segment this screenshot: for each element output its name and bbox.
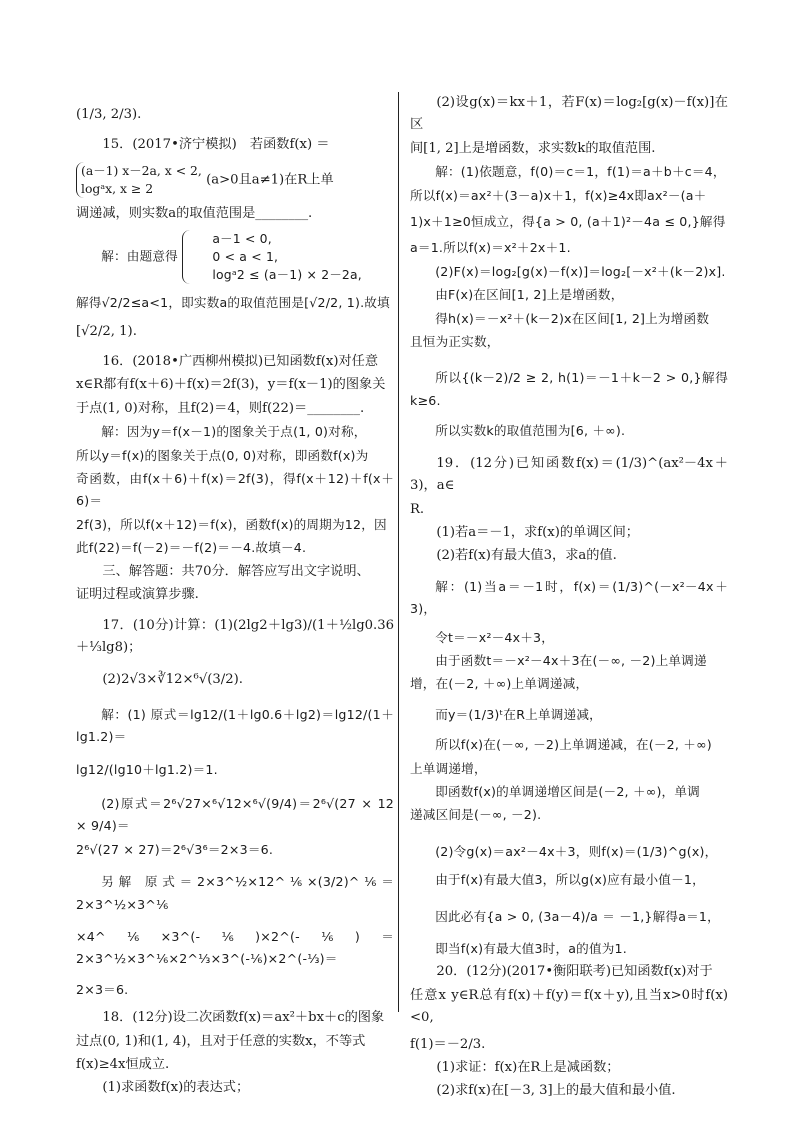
question-18: 18．(12分)设二次函数f(x)＝ax²＋bx＋c的图象 — [102, 1010, 385, 1026]
question-19: 19．(12分)已知函数f(x)＝(1/3)^(ax²－4x＋3)，a∈ — [410, 455, 728, 494]
right-column: (2)设g(x)＝kx＋1，若F(x)＝log₂[g(x)－f(x)]在区 间[1, 2]上是增函数，求实数k的取值范围. 解：(1)依题意，f(0)＝c＝1，f(1)＝a＋b＋c＝4， 所以f(x)＝ax²＋(3－a)x＋1，f(x)≥4x即ax²－(a＋ 1)x＋1≥0恒成立，得{a > 0, (a＋1)²－4a ≤ 0,}解得 a＝1.所以f(x)＝x²＋2x＋1. (2)F(x)＝log₂[g(x)－f(x)]＝log₂[－x²＋(k－2)x]. 由F(x)在区间[1, 2]上是增函数， 得h(x)＝－x²＋(k－2)x在区间[1, 2]上为增函数 且恒为正实数， 所以{(k－2)/2 ≥ 2, h(1)＝－1＋k－2 > 0,}解得k≥6. 所以实数k的取值范围为[6, ＋∞). 19．(12分)已知函数f(x)＝(1/3)^(ax²－4x＋3)，a∈ R. (1)若a＝－1，求f(x)的单调区间； (2)若f(x)有最大值3，求a的值. 解：(1)当a＝－1时，f(x)＝(1/3)^(－x²－4x＋3)， 令t＝－x²－4x＋3， 由于函数t＝－x²－4x＋3在(－∞, －2)上单调递 增，在(－2, ＋∞)上单调递减， 而y＝(1/3)ᵗ在R上单调递减， 所以f(x)在(－∞, －2)上单调递减，在(－2, ＋∞) 上单调递增， 即函数f(x)的单调递增区间是(－2, ＋∞)，单调 递减区间是(－∞, －2). (2)令g(x)＝ax²－4x＋3，则f(x)＝(1/3)^g(x)， 由于f(x)有最大值3，所以g(x)应有最小值－1， 因此必有{a > 0, (3a－4)/a ＝ －1,}解得a＝1， 即当f(x)有最大值3时，a的值为1. 20．(12分)(2017•衡阳联考)已知函数f(x)对于 任意x y∈R总有f(x)＋f(y)＝f(x＋y),且当x>0时f(x)<0, f(1)＝－2/3. (1)求证：f(x)在R上是减函数； (2)求f(x)在[－3, 3]上的最大值和最小值. — [410, 92, 728, 1104]
solution-18: 解：(1)依题意，f(0)＝c＝1，f(1)＝a＋b＋c＝4， — [435, 164, 726, 180]
solution-15-system: 解：由题意得 a－1 < 0, 0 < a < 1, logᵃ2 ≤ (a－1) × 2－2a, — [101, 231, 362, 283]
piecewise-cases: (a－1) x－2a, x < 2, logᵃx, x ≥ 2 — [76, 162, 202, 198]
question-15: 15．(2017•济宁模拟) 若函数f(x) ＝ — [102, 137, 330, 153]
solution-19: 解：(1)当a＝－1时，f(x)＝(1/3)^(－x²－4x＋3)， — [410, 578, 728, 617]
column-divider — [398, 92, 399, 1012]
alternative-solution: 另解 原式＝2×3^½×12^⅙×(3/2)^⅙＝2×3^½×3^⅙ — [76, 874, 394, 912]
question-15-blank: 调递减，则实数a的取值范围是________. — [76, 205, 313, 221]
solution-15-result: 解得√2/2≤a<1，即实数a的取值范围是[√2/2, 1).故填 — [76, 295, 390, 311]
piecewise-function: (a－1) x－2a, x < 2, logᵃx, x ≥ 2 (a>0且a≠1)在R上单 — [76, 160, 394, 200]
left-column: (1/3, 2/3). 15．(2017•济宁模拟) 若函数f(x) ＝ (a－1) x－2a, x < 2, logᵃx, x ≥ 2 (a>0且a≠1)在R上单 调递减，则实数a的取值范围是________. 解：由题意得 a－1 < 0, 0 < a < 1, logᵃ2 ≤ (a－1) × 2－2a, 解得√2/2≤a<1，即实数a的取值范围是[√2/2, 1).故填 [√2/2, 1). 16．(2018•广西柳州模拟)已知函数f(x)对任意 x∈R都有f(x＋6)＋f(x)＝2f(3)，y＝f(x－1)的图象关 于点(1, 0)对称，且f(2)＝4，则f(22)＝________. 解：因为y＝f(x－1)的图象关于点(1, 0)对称， 所以y＝f(x)的图象关于点(0, 0)对称，即函数f(x)为 奇函数，由f(x＋6)＋f(x)＝2f(3)，得f(x＋12)＋f(x＋6)＝ 2f(3)，所以f(x＋12)＝f(x)，函数f(x)的周期为12，因 此f(22)＝f(－2)＝－f(2)＝－4.故填－4. 三、解答题：共70分．解答应写出文字说明、 证明过程或演算步骤. 17．(10分)计算：(1)(2lg2＋lg3)/(1＋½lg0.36＋⅓lg8)； (2)2√3×∛12×⁶√(3/2). 解：(1) 原式＝lg12/(1＋lg0.6＋lg2)＝lg12/(1＋lg1.2)＝ lg12/(lg10＋lg1.2)＝1. (2)原式＝2⁶√27×⁶√12×⁶√(9/4)＝2⁶√(27 × 12 × 9/4)＝ 2⁶√(27 × 27)＝2⁶√3⁶＝2×3＝6. 另解 原式＝2×3^½×12^⅙×(3/2)^⅙＝2×3^½×3^⅙ ×4^⅙×3^(-⅙)×2^(-⅙)＝2×3^½×3^⅙×2^⅓×3^(-⅙)×2^(-⅓)＝ 2×3＝6. 18．(12分)设二次函数f(x)＝ax²＋bx＋c的图象 过点(0, 1)和(1, 4)，且对于任意的实数x，不等式 f(x)≥4x恒成立. (1)求函数f(x)的表达式； — [76, 92, 394, 1101]
solution-15-answer: [√2/2, 1). — [76, 323, 137, 339]
solution-17: 解：(1) 原式＝lg12/(1＋lg0.6＋lg2)＝lg12/(1＋lg1.2)＝ — [76, 706, 394, 745]
question-20: 20．(12分)(2017•衡阳联考)已知函数f(x)对于 — [436, 964, 713, 980]
section-heading: 三、解答题：共70分．解答应写出文字说明、 — [102, 563, 370, 579]
question-18-part2: (2)设g(x)＝kx＋1，若F(x)＝log₂[g(x)－f(x)]在区 — [410, 95, 728, 133]
solution-16: 解：因为y＝f(x－1)的图象关于点(1, 0)对称， — [101, 424, 367, 440]
answer-interval: (1/3, 2/3). — [76, 107, 142, 122]
question-16: 16．(2018•广西柳州模拟)已知函数f(x)对任意 — [102, 354, 379, 370]
question-17: 17．(10分)计算：(1)(2lg2＋lg3)/(1＋½lg0.36＋⅓lg8)； — [76, 617, 394, 655]
